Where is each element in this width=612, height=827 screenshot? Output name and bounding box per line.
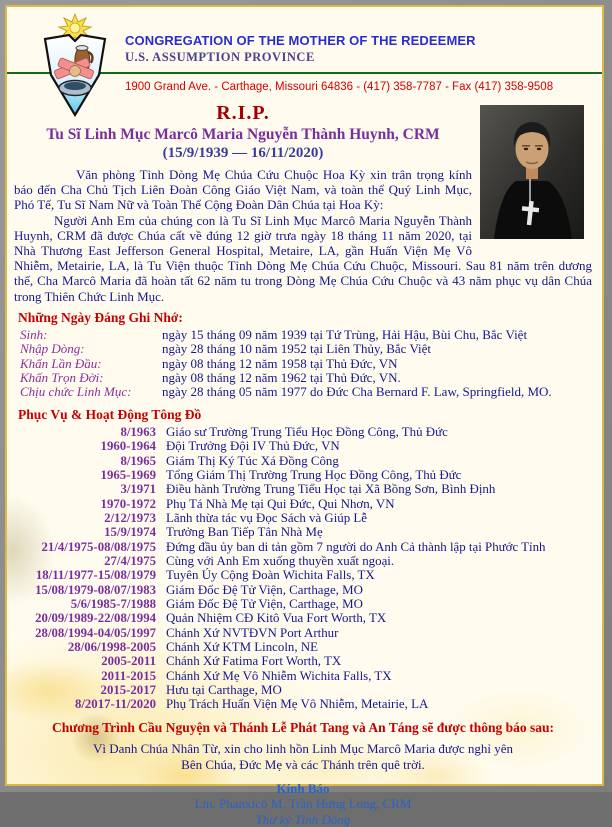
timeline-period: 15/08/1979-08/07/1983 [35,582,156,597]
timeline-role: Giám Thị Ký Túc Xá Đồng Công [166,453,339,468]
date-label: Khấn Lần Đầu: [20,355,102,371]
date-row [14,342,592,356]
date-row [14,357,592,371]
prayer-text [14,741,592,773]
timeline-role: Quản Nhiệm CĐ Kitô Vua Fort Worth, TX [166,611,387,626]
date-value: ngày 28 tháng 10 năm 1952 tại Liên Thủy, Bắc Việt [162,341,432,357]
timeline-row [14,511,592,525]
timeline-period: 8/1965 [120,453,156,468]
date-row [14,385,592,399]
timeline-role: Phụ Trách Huấn Viện Mẹ Vô Nhiễm, Metairie, LA [166,697,429,712]
timeline-period: 1960-1964 [100,439,156,454]
date-row [14,328,592,342]
timeline-period: 28/08/1994-04/05/1997 [35,625,156,640]
timeline-role: Tuyên Úy Cộng Đoàn Wichita Falls, TX [166,568,375,583]
announcement-page [5,5,604,827]
timeline-role: Điều hành Trường Trung Tiểu Học tại Xã Bồng Sơn, Bình Định [166,482,496,497]
timeline-role: Chánh Xứ Mẹ Vô Nhiễm Wichita Falls, TX [166,668,392,683]
timeline-row [14,554,592,568]
notice-paragraph: Người Anh Em của chúng con là Tu Sĩ Linh Mục Marcô Maria Nguyễn Thành Huynh, CRM đã được Chúa cất về đúng 12 giờ trưa ngày 18 tháng 11 năm 2020, tại Nhà Thương East Jefferson General Hospital, Metaire, LA, gần Huấn Viện Mẹ Vô Nhiễm, Metairie, LA, là Tu Viện thuộc Tỉnh Dòng Mẹ Chúa Cứu Chuộc, Missouri. Sau 81 năm trên dương thế, Cha Marcô Maria đã hoàn tất 62 năm tu trong Dòng Mẹ Chúa Cứu Chuộc và 43 năm phục vụ dân Chúa trong Thiên Chức Linh Mục. [14,212,592,304]
timeline-role: Giáo sư Trường Trung Tiểu Học Đồng Công, Thủ Đức [166,424,448,439]
service-heading: Phục Vụ & Hoạt Động Tông Đồ [18,406,202,422]
signoff-block [14,781,592,827]
timeline-row [14,597,592,611]
prayer-line-1: Vì Danh Chúa Nhân Từ, xin cho linh hồn Linh Mục Marcô Maria được nghỉ yên [92,740,514,756]
timeline-role: Chánh Xứ KTM Lincoln, NE [166,640,318,655]
timeline-row [14,425,592,439]
letterhead-text [125,7,602,93]
timeline-period: 8/2017-11/2020 [74,697,156,712]
timeline-period: 5/6/1985-7/1988 [70,596,156,611]
timeline-period: 1970-1972 [100,496,156,511]
letter-body [7,102,602,827]
signoff-role: Thư ký Tỉnh Dòng [255,811,351,827]
timeline-row [14,468,592,482]
date-label: Nhập Dòng: [20,341,85,357]
date-label: Chịu chức Linh Mục: [20,384,132,400]
timeline-role: Giám Đốc Đệ Tử Viện, Carthage, MO [166,596,363,611]
prayer-line-2: Bên Chúa, Đức Mẹ và các Thánh trên quê trời. [181,756,425,772]
timeline-role: Phụ Tá Nhà Mẹ tại Qui Đức, Qui Nhơn, VN [166,496,395,511]
service-timeline [14,425,592,712]
timeline-period: 2011-2015 [101,668,156,683]
timeline-role: Lãnh thừa tác vụ Đọc Sách và Giúp Lễ [166,510,367,525]
timeline-row [14,640,592,654]
signoff-name: Lm. Phanxicô M. Trần Hưng Long, CRM [194,796,412,812]
bowl-icon [59,81,91,96]
timeline-role: Đứng đầu ủy ban di tản gồm 7 người do Anh Cả thành lập tại Phước Tỉnh [166,539,546,554]
rip-title: R.I.P. [216,102,270,124]
date-value: ngày 08 tháng 12 năm 1958 tại Thủ Đức, VN [162,355,398,371]
timeline-period: 21/4/1975-08/08/1975 [41,539,156,554]
timeline-period: 8/1963 [120,424,156,439]
timeline-row [14,611,592,625]
timeline-period: 18/11/1977-15/08/1979 [35,568,156,583]
timeline-period: 2/12/1973 [104,510,156,525]
life-dates: (15/9/1939 — 16/11/2020) [162,145,324,161]
timeline-period: 27/4/1975 [104,553,156,568]
province-name: U.S. ASSUMPTION PROVINCE [125,50,315,64]
timeline-role: Giám Đốc Đệ Tử Viện, Carthage, MO [166,582,363,597]
timeline-row [14,683,592,697]
date-value: ngày 08 tháng 12 năm 1962 tại Thủ Đức, VN. [162,370,401,386]
priest-portrait [480,105,584,239]
timeline-role: Hưu tại Carthage, MO [166,683,282,698]
intro-paragraph: Văn phòng Tỉnh Dòng Mẹ Chúa Cứu Chuộc Hoa Kỳ xin trân trọng kính báo đến Cha Chủ Tịch Liên Đoàn Công Giáo Việt Nam, và toàn thể Quý Linh Mục, Phó Tế, Tu Sĩ Nam Nữ và Toàn Thể Cộng Đoàn Dân Chúa tại Hoa Kỳ: [14,167,472,213]
timeline-row [14,525,592,539]
timeline-row [14,497,592,511]
timeline-period: 20/09/1989-22/08/1994 [35,611,156,626]
timeline-role: Chánh Xứ NVTĐVN Port Arthur [166,625,339,640]
timeline-row [14,583,592,597]
letterhead [7,7,602,100]
signoff-salutation: Kính Báo [276,780,330,796]
timeline-row [14,669,592,683]
timeline-row [14,439,592,453]
timeline-row [14,454,592,468]
deceased-name: Tu Sĩ Linh Mục Marcô Maria Nguyễn Thành Huynh, CRM [46,126,440,143]
timeline-row [14,626,592,640]
date-value: ngày 28 tháng 05 năm 1977 do Đức Cha Bernard F. Law, Springfield, MO. [162,384,552,400]
timeline-role: Đội Trưởng Đội IV Thủ Đức, VN [166,439,340,454]
timeline-period: 2005-2011 [101,654,156,669]
date-value: ngày 15 tháng 09 năm 1939 tại Tứ Trùng, Hải Hậu, Bùi Chu, Bắc Việt [162,326,528,342]
timeline-row [14,540,592,554]
timeline-period: 1965-1969 [100,467,156,482]
timeline-period: 3/1971 [120,482,156,497]
timeline-period: 2015-2017 [100,683,156,698]
timeline-role: Cùng với Anh Em xuống thuyền xuất ngoại. [166,553,395,568]
timeline-role: Chánh Xứ Fatima Fort Worth, TX [166,654,342,669]
timeline-role: Trưởng Ban Tiếp Tân Nhà Mẹ [166,525,323,540]
timeline-row [14,482,592,496]
timeline-row [14,654,592,668]
date-label: Sinh: [20,326,48,342]
organization-name: CONGREGATION OF THE MOTHER OF THE REDEEMER [125,33,476,48]
funeral-announcement-line: Chương Trình Cầu Nguyện và Thánh Lễ Phát Tang và An Táng sẽ được thông báo sau: [51,719,555,735]
memorable-dates-list [14,328,592,400]
date-label: Khấn Trọn Đời: [20,370,104,386]
timeline-role: Tổng Giám Thị Trường Trung Học Đồng Công, Thủ Đức [166,467,462,482]
memorable-dates-heading: Những Ngày Đáng Ghi Nhớ: [18,309,183,325]
timeline-period: 15/9/1974 [104,525,156,540]
address-line: 1900 Grand Ave. - Carthage, Missouri 64836 - (417) 358-7787 - Fax (417) 358-9508 [125,81,554,93]
timeline-row [14,568,592,582]
timeline-period: 28/06/1998-2005 [67,640,156,655]
timeline-row [14,697,592,711]
date-row [14,371,592,385]
